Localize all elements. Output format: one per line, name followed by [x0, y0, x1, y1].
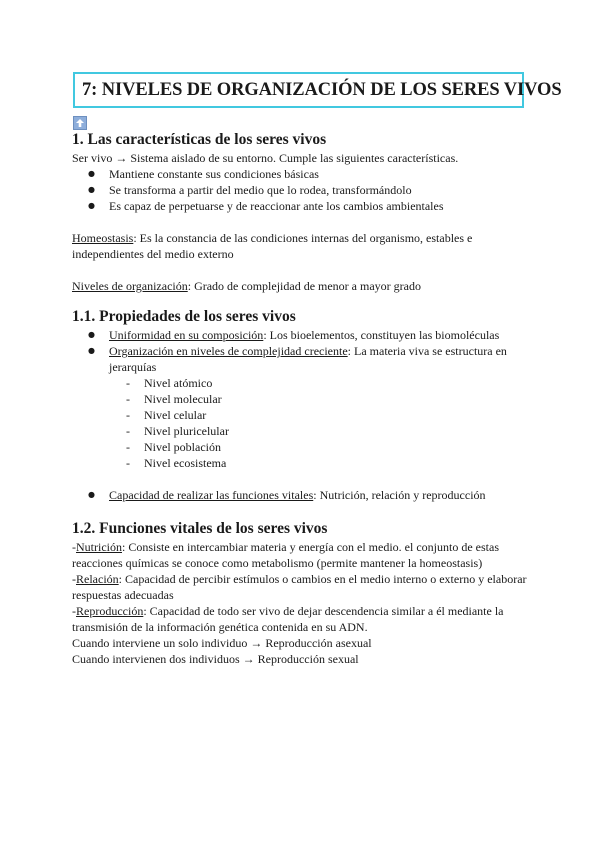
arrow-up-icon[interactable] [73, 116, 87, 130]
dash-prefix: - [72, 604, 76, 618]
property-term: Uniformidad en su composición [109, 328, 264, 342]
nutricion-text: : Consiste en intercambiar materia y energía con el medio. el conjunto de estas reacciones químicas se conoce como metabolismo (permite mantener la homeostasis) [72, 540, 499, 570]
level-item: - Nivel ecosistema [72, 455, 540, 471]
list-item [72, 327, 540, 343]
list-item [72, 487, 540, 503]
document-body [72, 130, 540, 667]
properties-list-continued [72, 487, 540, 503]
level-item: - Nivel pluricelular [72, 423, 540, 439]
property-term: Capacidad de realizar las funciones vitales [109, 488, 314, 502]
relacion-text: : Capacidad de percibir estímulos o cambios en el medio interno o externo y elaborar respuestas adecuadas [72, 572, 527, 602]
niveles-definition [72, 278, 540, 294]
homeostasis-definition [72, 230, 540, 262]
characteristics-list [72, 166, 540, 214]
niveles-text: : Grado de complejidad de menor a mayor grado [187, 279, 421, 293]
dash-prefix: - [72, 572, 76, 586]
property-text: : La materia viva se estructura en jerarquías [109, 344, 507, 374]
arrow-up-glyph [75, 118, 85, 128]
list-item: ● Es capaz de perpetuarse y de reaccionar ante los cambios ambientales [72, 198, 540, 214]
dash-prefix: - [72, 540, 76, 554]
homeostasis-text: : Es la constancia de las condiciones internas del organismo, estables e independientes del medio externo [72, 231, 473, 261]
list-item [72, 343, 540, 375]
reproduccion-paragraph [72, 603, 540, 635]
homeostasis-term: Homeostasis [72, 231, 134, 245]
property-term: Organización en niveles de complejidad creciente [109, 344, 348, 358]
section-1-1-heading: 1.1. Propiedades de los seres vivos [72, 308, 296, 325]
property-text: : Nutrición, relación y reproducción [313, 488, 486, 502]
level-item: - Nivel población [72, 439, 540, 455]
reproduccion-text: : Capacidad de todo ser vivo de dejar descendencia similar a él mediante la transmisión de la información genética contenida en su ADN. [72, 604, 504, 634]
nutricion-paragraph [72, 539, 540, 571]
list-item: ● Mantiene constante sus condiciones básicas [72, 166, 540, 182]
property-text: : Los bioelementos, constituyen las biomoléculas [263, 328, 500, 342]
sexual-line: Cuando intervienen dos individuos → Reproducción sexual [72, 652, 359, 666]
levels-list [72, 375, 540, 471]
properties-list [72, 327, 540, 375]
section-1-2-heading: 1.2. Funciones vitales de los seres vivos [72, 520, 328, 537]
section-1-intro: Ser vivo → Sistema aislado de su entorno. Cumple las siguientes características. [72, 151, 459, 165]
title-box [73, 72, 562, 108]
reproduccion-term: Reproducción [76, 604, 144, 618]
level-item: - Nivel atómico [72, 375, 540, 391]
level-item: - Nivel molecular [72, 391, 540, 407]
asexual-line: Cuando interviene un solo individuo → Reproducción asexual [72, 636, 372, 650]
page-title: 7: NIVELES DE ORGANIZACIÓN DE LOS SERES VIVOS [82, 79, 562, 100]
list-item: ● Se transforma a partir del medio que lo rodea, transformándolo [72, 182, 540, 198]
nutricion-term: Nutrición [76, 540, 122, 554]
relacion-paragraph [72, 571, 540, 603]
level-item: - Nivel celular [72, 407, 540, 423]
niveles-term: Niveles de organización [72, 279, 188, 293]
relacion-term: Relación [76, 572, 119, 586]
section-1-heading: 1. Las características de los seres vivos [72, 131, 327, 148]
